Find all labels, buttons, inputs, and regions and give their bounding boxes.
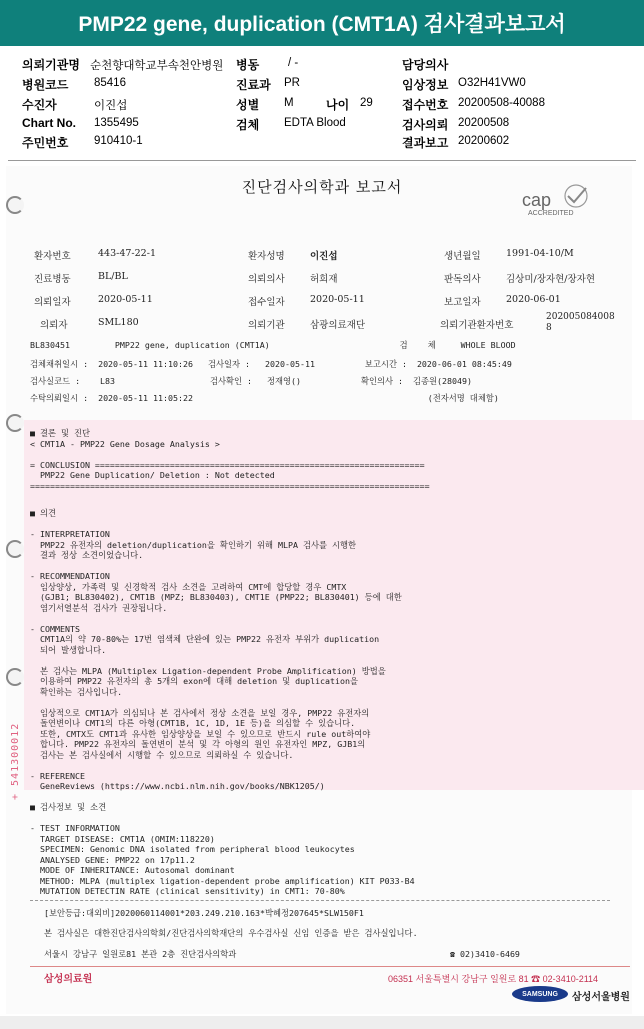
header-label: 병원코드: [22, 78, 69, 92]
header-label: 진료과: [236, 78, 271, 92]
header-label: 주민번호: [22, 136, 69, 150]
header-label: 접수번호: [402, 98, 449, 112]
patient-label: 의뢰기관: [248, 320, 285, 331]
patient-value: 2020-05-11: [98, 294, 153, 305]
header-value: 20200508: [458, 117, 510, 129]
info-line: 검사실코드 : L83 검사확인 : 정재영() 확인의사 : 김종원(28049): [30, 376, 473, 386]
header-label: 결과보고: [402, 136, 449, 150]
header-label: 병동: [236, 58, 260, 72]
patient-label: 환자번호: [34, 251, 71, 262]
result-section: ■ 결론 및 진단 < CMT1A - PMP22 Gene Dosage Analysis > = CONCLUSION ================================================================== PMP22 Gene Duplication/ Deletion : Not detected ================================================================================: [30, 428, 430, 491]
header-value: 이진섭: [94, 100, 128, 112]
header-label: 의뢰기관명: [22, 58, 80, 72]
patient-label: 환자성명: [248, 251, 285, 262]
address-line: 서울시 강남구 일원로81 본관 2층 진단검사의학과: [44, 949, 237, 959]
cap-accredited: ACCREDITED: [528, 210, 574, 217]
header-label: 수진자: [22, 98, 57, 112]
scan-title: 진단검사의학과 보고서: [241, 178, 403, 196]
patient-value: 2020-06-01: [506, 294, 561, 305]
header-value: 910410-1: [94, 135, 143, 147]
patient-label: 의뢰일자: [34, 297, 71, 308]
report-banner-title: PMP22 gene, duplication (CMT1A) 검사결과보고서: [0, 0, 644, 46]
footer-address: 06351 서울특별시 강남구 일원로 81 ☎ 02-3410-2114: [388, 974, 599, 984]
cap-logo-icon: [518, 184, 598, 220]
header-label: 담당의사: [402, 58, 449, 72]
patient-label: 의뢰자: [40, 320, 68, 331]
header-value: 1355495: [94, 117, 139, 129]
barcode-stamp: + 541300012: [10, 722, 21, 800]
header-divider: [8, 160, 636, 161]
cert-line: 본 검사실은 대한진단검사의학회/진단검사의학재단의 우수검사실 신임 인증을 받은 검사실입니다.: [44, 928, 418, 938]
patient-label: 생년월일: [444, 251, 481, 262]
report-header: [0, 50, 644, 158]
punch-hole-icon: [6, 414, 24, 432]
header-value: 20200508-40088: [458, 97, 545, 109]
header-value: O32H41VW0: [458, 77, 526, 89]
header-label: 나이: [326, 98, 350, 112]
test-info-section: ■ 검사정보 및 소견 - TEST INFORMATION TARGET DISEASE: CMT1A (OMIM:118220) SPECIMEN: Genomic DNA isolated from peripheral blood leukocytes ANALYSED GENE: PMP22 on 17p11.2 MODE OF INHERITANCE: Autosomal dominant METHOD: MLPA (multiplex ligation-dependent probe amplification) KIT P033-B4 MUTATION DETECTIN RATE (clinical sensitivity) in CMT1: 70-80%: [30, 802, 415, 896]
cap-logo-text: cap: [522, 190, 552, 210]
info-line: 수탁의뢰일시 : 2020-05-11 11:05:22 (전자서명 대체함): [30, 393, 499, 403]
header-value: 85416: [94, 77, 126, 89]
header-value: 29: [360, 97, 373, 109]
patient-label: 의뢰의사: [248, 274, 285, 285]
samsung-logo-icon: SAMSUNG: [512, 986, 568, 1002]
footer-rule: [30, 900, 610, 901]
opinion-section: ■ 의견 - INTERPRETATION PMP22 유전자의 deletion/duplication을 확인하기 위해 MLPA 검사를 시행한 결과 정상 소견이었습니다. - RECOMMENDATION 임상양상, 가족력 및 신경학적 검사 소견을 고려하여 CMT에 합당할 경우 CMTX (GJB1; BL830402), CMT1B (MPZ; BL830403), CMT1E (PMP22; BL830401) 등에 대한 염기서열분석 검사가 권장됩니다. - COMMENTS CMT1A의 약 70-80%는 17번 염색체 단완에 있는 PMP22 유전자 부위가 duplication 되어 발생합니다. 본 검사는 MLPA (Multiplex Ligation-dependent Probe Amplification) 방법을 이용하여 PMP22 유전자의 총 5개의 exon에 대해 deletion 및 duplication을 확인하는 검사입니다. 임상적으로 CMT1A가 의심되나 본 검사에서 정상 소견을 보일 경우, PMP22 유전자의 돌연변이나 CMT1의 다른 아형(CMT1B, 1C, 1D, 1E 등)을 의심할 수 있습니다. 또한, CMTX도 CMT1과 유사한 임상양상을 보일 수 있으므로 반드시 rule out하여야 합니다. PMP22 유전자의 돌연변이 분석 및 각 아형의 원인 유전자인 MPZ, GJB1의 검사는 본 검사실에서 시행할 수 있으므로 의뢰하실 수 있습니다. - REFERENCE GeneReviews (https://www.ncbi.nlm.nih.gov/books/NBK1205/): [30, 508, 402, 791]
header-value: PR: [284, 77, 300, 89]
footer-line: [30, 966, 630, 967]
footer-org: 삼성의료원: [44, 974, 93, 985]
header-value: 20200602: [458, 135, 510, 147]
patient-value: 1991-04-10/M: [506, 248, 574, 259]
punch-hole-icon: [6, 196, 24, 214]
header-label: 성별: [236, 98, 260, 112]
hospital-name: 삼성서울병원: [572, 992, 630, 1003]
patient-value: 김상미/장자현/장자현: [506, 274, 595, 285]
header-label: Chart No.: [22, 116, 76, 130]
punch-hole-icon: [6, 668, 24, 686]
patient-value: 443-47-22-1: [98, 248, 156, 259]
header-value: EDTA Blood: [284, 117, 346, 129]
header-label: 임상정보: [402, 78, 449, 92]
phone-line: ☎ 02)3410-6469: [450, 949, 520, 959]
patient-value: 허희재: [310, 274, 338, 285]
patient-value: 2020-05-11: [310, 294, 365, 305]
patient-value: SML180: [98, 317, 139, 328]
patient-label: 보고일자: [444, 297, 481, 308]
test-line: BL830451 PMP22 gene, duplication (CMT1A) 검 체 WHOLE BLOOD: [30, 340, 516, 350]
header-label: 검체: [236, 118, 260, 132]
header-value: M: [284, 97, 294, 109]
patient-value: 이진섭: [310, 251, 338, 262]
patient-label: 의뢰기관환자번호: [440, 320, 514, 331]
patient-value: BL/BL: [98, 271, 128, 282]
print-line: [보안등급:대외비]2020060114001*203.249.210.163*박혜정207645*SLW150F1: [44, 908, 364, 918]
header-label: 검사의뢰: [402, 118, 449, 132]
punch-hole-icon: [6, 540, 24, 558]
patient-label: 접수일자: [248, 297, 285, 308]
bottom-bar: [0, 1016, 644, 1029]
info-line: 검체채취일시 : 2020-05-11 11:10:26 검사일자 : 2020-05-11 보고시간 : 2020-06-01 08:45:49: [30, 359, 512, 369]
header-value: 순천향대학교부속천안병원: [90, 60, 224, 72]
patient-value: 삼광의료재단: [310, 320, 366, 331]
patient-label: 판독의사: [444, 274, 481, 285]
patient-label: 진료병동: [34, 274, 71, 285]
patient-value: 202005084008 8: [546, 312, 615, 333]
header-value: / -: [288, 57, 299, 69]
